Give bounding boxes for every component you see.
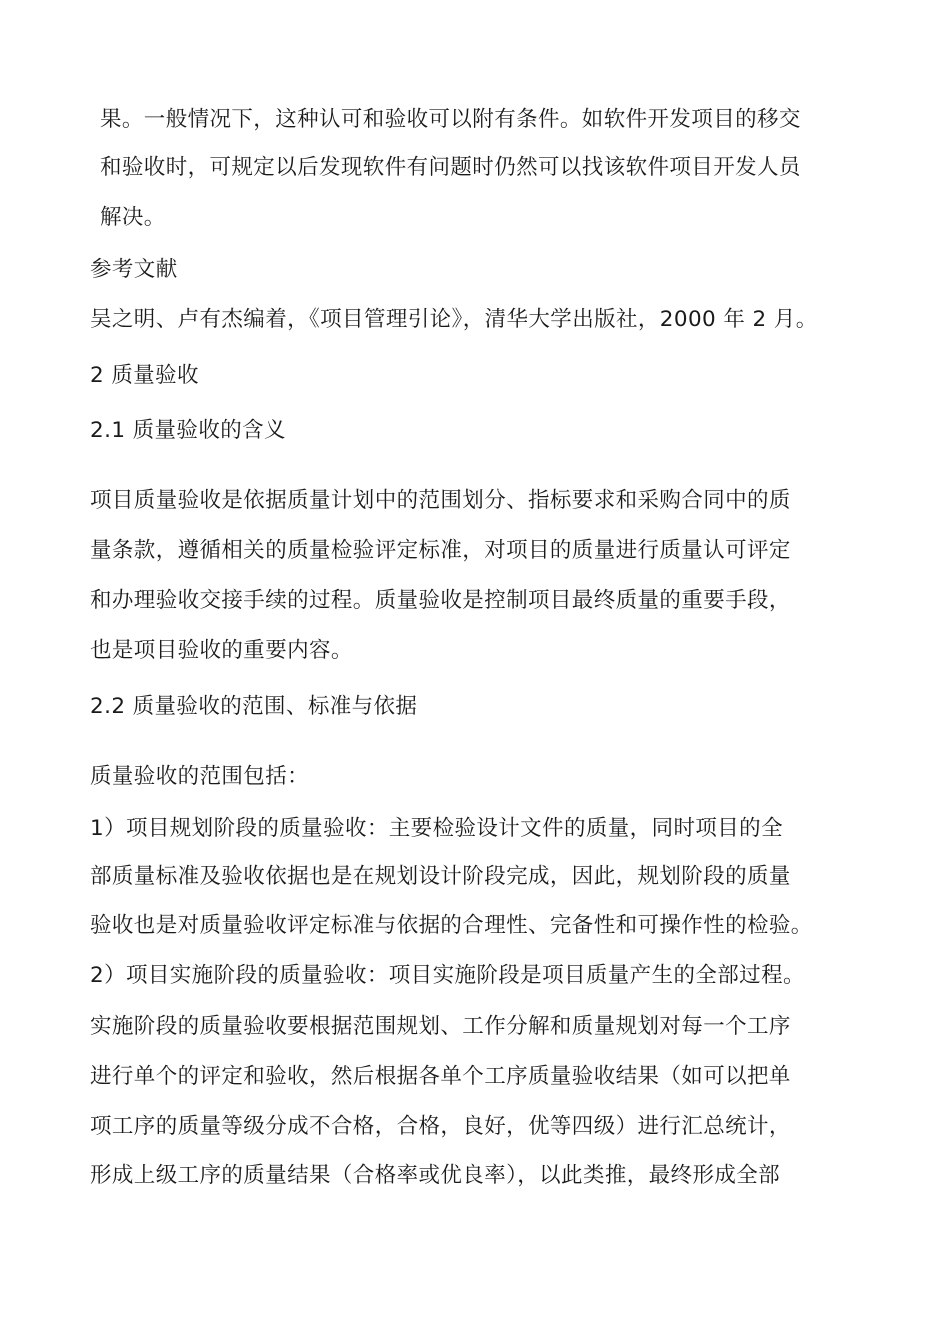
paragraph-line: 解决。 bbox=[100, 205, 166, 230]
paragraph-line: 和办理验收交接手续的过程。质量验收是控制项目最终质量的重要手段， bbox=[90, 588, 791, 613]
list-item-line: 部质量标准及验收依据也是在规划设计阶段完成，因此，规划阶段的质量 bbox=[90, 864, 791, 889]
paragraph-line: 量条款，遵循相关的质量检验评定标准，对项目的质量进行质量认可评定 bbox=[90, 538, 791, 563]
list-item-line: 验收也是对质量验收评定标准与依据的合理性、完备性和可操作性的检验。 bbox=[90, 913, 813, 938]
paragraph-line: 质量验收的范围包括： bbox=[90, 764, 310, 789]
list-item-line: 项工序的质量等级分成不合格，合格，良好，优等四级）进行汇总统计， bbox=[90, 1114, 791, 1139]
list-item-line: 1）项目规划阶段的质量验收：主要检验设计文件的质量，同时项目的全 bbox=[90, 816, 783, 841]
paragraph-line: 也是项目验收的重要内容。 bbox=[90, 638, 353, 663]
paragraph-line: 和验收时，可规定以后发现软件有问题时仍然可以找该软件项目开发人员 bbox=[100, 155, 801, 180]
list-item-line: 2）项目实施阶段的质量验收：项目实施阶段是项目质量产生的全部过程。 bbox=[90, 963, 805, 988]
list-item-line: 进行单个的评定和验收，然后根据各单个工序质量验收结果（如可以把单 bbox=[90, 1064, 791, 1089]
references-heading: 参考文献 bbox=[90, 257, 178, 282]
list-item-line: 实施阶段的质量验收要根据范围规划、工作分解和质量规划对每一个工序 bbox=[90, 1014, 791, 1039]
paragraph-line: 项目质量验收是依据质量计划中的范围划分、指标要求和采购合同中的质 bbox=[90, 488, 791, 513]
list-item-line: 形成上级工序的质量结果（合格率或优良率），以此类推，最终形成全部 bbox=[90, 1163, 781, 1188]
section-heading: 2 质量验收 bbox=[90, 363, 199, 388]
reference-entry: 吴之明、卢有杰编着，《项目管理引论》，清华大学出版社，2000 年 2 月。 bbox=[90, 307, 818, 332]
subsection-heading: 2.2 质量验收的范围、标准与依据 bbox=[90, 694, 418, 719]
subsection-heading: 2.1 质量验收的含义 bbox=[90, 418, 286, 443]
paragraph-line: 果。一般情况下，这种认可和验收可以附有条件。如软件开发项目的移交 bbox=[100, 107, 801, 132]
